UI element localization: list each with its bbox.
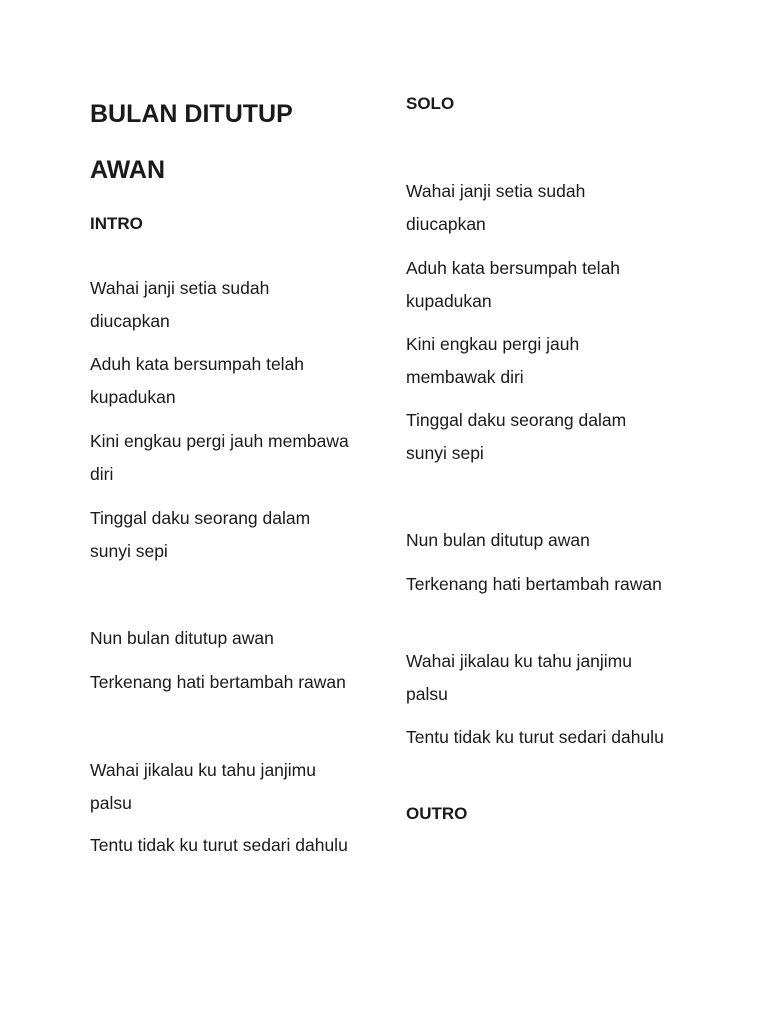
lyric-line: Kini engkau pergi jauh membawa diri [90,431,349,484]
lyric-line: Wahai janji setia sudah diucapkan [90,278,270,331]
lyric-line: Kini engkau pergi jauh membawak diri [406,334,580,387]
section-heading-intro: INTRO [90,214,143,233]
section-heading-solo: SOLO [406,94,455,113]
section-heading-outro: OUTRO [406,804,468,823]
lyric-line: Wahai jikalau ku tahu janjimu palsu [406,651,632,704]
song-title: BULAN DITUTUP AWAN [90,100,293,184]
lyric-line: Wahai janji setia sudah diucapkan [406,181,586,234]
lyric-line: Terkenang hati bertambah rawan [90,672,346,692]
lyric-line: Tentu tidak ku turut sedari dahulu [90,835,348,855]
lyric-line: Nun bulan ditutup awan [90,628,274,648]
lyric-line: Tinggal daku seorang dalam sunyi sepi [90,508,311,561]
lyric-line: Nun bulan ditutup awan [406,530,590,550]
lyric-line: Tentu tidak ku turut sedari dahulu [406,727,664,747]
lyric-line: Tinggal daku seorang dalam sunyi sepi [406,410,627,463]
lyric-line: Aduh kata bersumpah telah kupadukan [406,258,621,311]
lyric-line: Wahai jikalau ku tahu janjimu palsu [90,760,316,813]
lyric-line: Terkenang hati bertambah rawan [406,574,662,594]
lyric-line: Aduh kata bersumpah telah kupadukan [90,354,305,407]
